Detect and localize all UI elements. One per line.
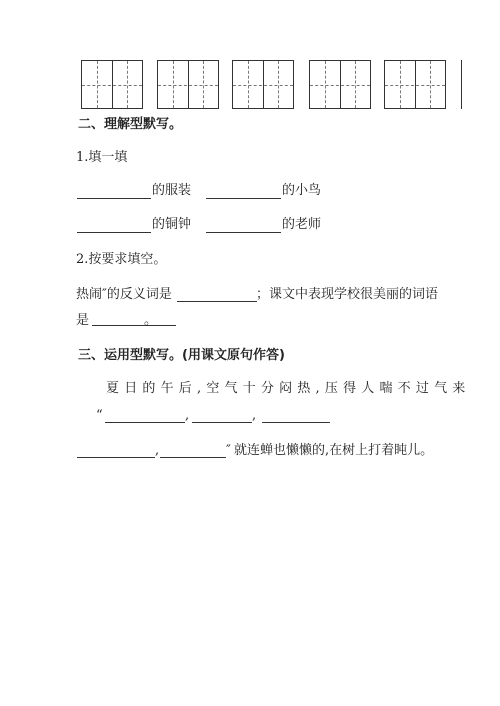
antonym-blank[interactable]: [177, 301, 257, 302]
section2-title: 二、理解型默写。: [78, 117, 183, 132]
writing-grid-box[interactable]: [157, 60, 219, 109]
writing-grid-box[interactable]: [384, 60, 446, 109]
q2-line2-text-b: 。: [144, 313, 158, 328]
q2-line1-text-a: 热闹″的反义词是: [76, 287, 172, 302]
q2-line1-text-b: ；课文中表现学校很美丽的词语: [256, 287, 439, 302]
fill-item-4: 的老师: [282, 217, 322, 232]
fill-item-3: 的铜钟: [152, 217, 192, 232]
quote-blank-5[interactable]: [160, 457, 226, 458]
writing-grid-box[interactable]: [309, 60, 371, 109]
section3-title: 三、运用型默写。(用课文原句作答): [78, 348, 285, 363]
fill-blank-3[interactable]: [77, 232, 151, 233]
writing-grid-box[interactable]: [232, 60, 294, 109]
fill-blank-2[interactable]: [206, 198, 281, 199]
quote-comma-3: ,: [155, 443, 160, 458]
q2-label: 2.按要求填空。: [76, 252, 167, 267]
open-quote: “: [96, 408, 103, 423]
paragraph-end: 就连蝉也懒懒的,在树上打着盹儿。: [234, 443, 434, 458]
quote-blank-1[interactable]: [105, 422, 185, 423]
quote-blank-2[interactable]: [192, 422, 252, 423]
q2-line2-text-a: 是: [76, 313, 90, 328]
fill-item-1: 的服装: [152, 183, 192, 198]
paragraph-line1: 夏日的午后,空气十分闷热,压得人喘不过气来: [106, 381, 471, 396]
close-quote: ″: [226, 443, 231, 458]
quote-comma-2: ,: [252, 408, 257, 423]
quote-blank-4[interactable]: [77, 457, 155, 458]
quote-comma-1: ,: [185, 408, 190, 423]
grid-edge-line: [461, 60, 462, 109]
writing-grid-box[interactable]: [81, 60, 143, 109]
fill-blank-1[interactable]: [77, 198, 151, 199]
fill-blank-4[interactable]: [206, 232, 281, 233]
beautiful-words-blank[interactable]: [92, 325, 176, 326]
quote-blank-3[interactable]: [262, 422, 330, 423]
fill-item-2: 的小鸟: [282, 183, 322, 198]
q1-label: 1.填一填: [76, 150, 128, 165]
